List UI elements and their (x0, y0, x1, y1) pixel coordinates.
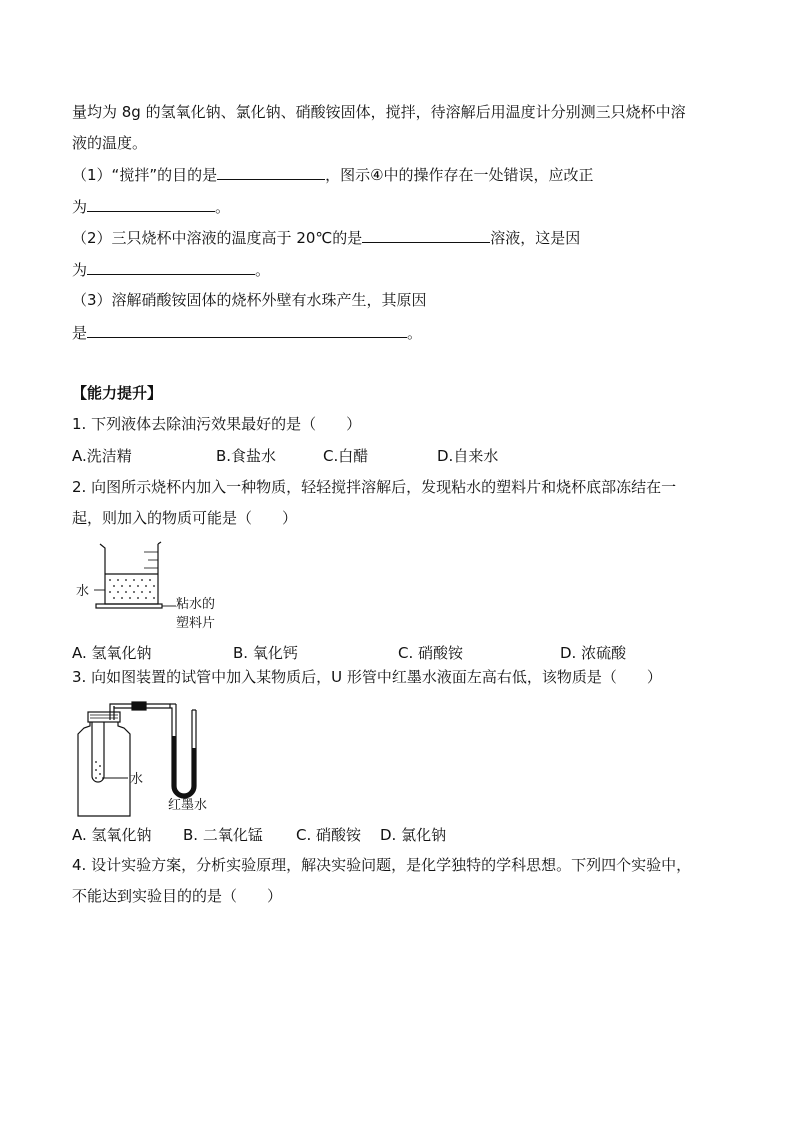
subq2-blank-2[interactable] (87, 259, 255, 275)
q4-stem-line-2: 不能达到实验目的的是（ ） (72, 887, 283, 905)
q2-option-b[interactable]: B. 氧化钙 (233, 644, 298, 662)
subq3-line-2 (72, 322, 422, 343)
water-dots (109, 579, 155, 599)
beaker-figure (72, 538, 242, 638)
subq2-text-a: （2）三只烧杯中溶液的温度高于 20℃的是 (72, 229, 363, 247)
beaker-water-label: 水 (76, 584, 90, 599)
q2-option-d[interactable]: D. 浓硫酸 (560, 644, 627, 662)
subq1-text-c: 为 (72, 198, 88, 216)
q1-option-c[interactable]: C.白醋 (323, 447, 369, 465)
q4-stem-line-1: 4. 设计实验方案，分析实验原理，解决实验问题，是化学独特的学科思想。下列四个实验中， (72, 856, 692, 874)
subq3-blank[interactable] (87, 322, 407, 338)
q3-option-a[interactable]: A. 氢氧化钠 (72, 826, 152, 844)
subq1-blank-2[interactable] (87, 196, 215, 212)
q2-option-c[interactable]: C. 硝酸铵 (398, 644, 464, 662)
red-ink-label: 红墨水 (168, 798, 208, 813)
q2-stem-line-1: 2. 向图所示烧杯内加入一种物质，轻轻搅拌溶解后，发现粘水的塑料片和烧杯底部冻结在一 (72, 478, 677, 496)
intro-line-2: 液的温度。 (72, 134, 148, 152)
q3-stem: 3. 向如图装置的试管中加入某物质后，U 形管中红墨水液面左高右低，该物质是（ ） (72, 668, 662, 686)
tube-water-label: 水 (130, 772, 144, 787)
subq2-text-b: 溶液，这是因 (490, 229, 581, 247)
subq3-text-b: 是 (72, 324, 88, 342)
section-title: 【能力提升】 (72, 384, 163, 402)
q1-option-d[interactable]: D.自来水 (437, 447, 499, 465)
plastic-label-2: 塑料片 (176, 616, 216, 631)
q3-option-d[interactable]: D. 氯化钠 (380, 826, 447, 844)
intro-line-1: 量均为 8g 的氢氧化钠、氯化钠、硝酸铵固体，搅拌，待溶解后用温度计分别测三只烧杯中溶 (72, 103, 686, 121)
subq1-text-d: 。 (215, 198, 231, 216)
q2-option-a[interactable]: A. 氢氧化钠 (72, 644, 152, 662)
subq2-text-d: 。 (255, 261, 271, 279)
subq2-blank-1[interactable] (362, 227, 490, 243)
subq2-text-c: 为 (72, 261, 88, 279)
subq3-line-1: （3）溶解硝酸铵固体的烧杯外壁有水珠产生，其原因 (72, 291, 427, 309)
q3-option-b[interactable]: B. 二氧化锰 (183, 826, 263, 844)
plastic-label-1: 粘水的 (176, 597, 216, 612)
subq3-text-c: 。 (407, 324, 423, 342)
subq1-blank-1[interactable] (217, 164, 325, 180)
subq1-text-b: ，图示④中的操作存在一处错误，应改正 (325, 166, 594, 184)
q1-option-b[interactable]: B.食盐水 (216, 447, 277, 465)
subq1-line-2 (72, 196, 230, 217)
subq2-line-2 (72, 259, 270, 280)
q1-stem: 1. 下列液体去除油污效果最好的是（ ） (72, 415, 362, 433)
q1-option-a[interactable]: A.洗洁精 (72, 447, 132, 465)
u-tube-figure (72, 696, 232, 818)
q3-option-c[interactable]: C. 硝酸铵 (296, 826, 362, 844)
q2-stem-line-2: 起，则加入的物质可能是（ ） (72, 509, 298, 527)
subq1-text-a: （1）“搅拌”的目的是 (72, 166, 218, 184)
subq1-line-1 (72, 164, 594, 185)
tube-water-dots (95, 761, 101, 779)
subq2-line-1 (72, 227, 580, 248)
beaker-drawing (94, 542, 176, 608)
